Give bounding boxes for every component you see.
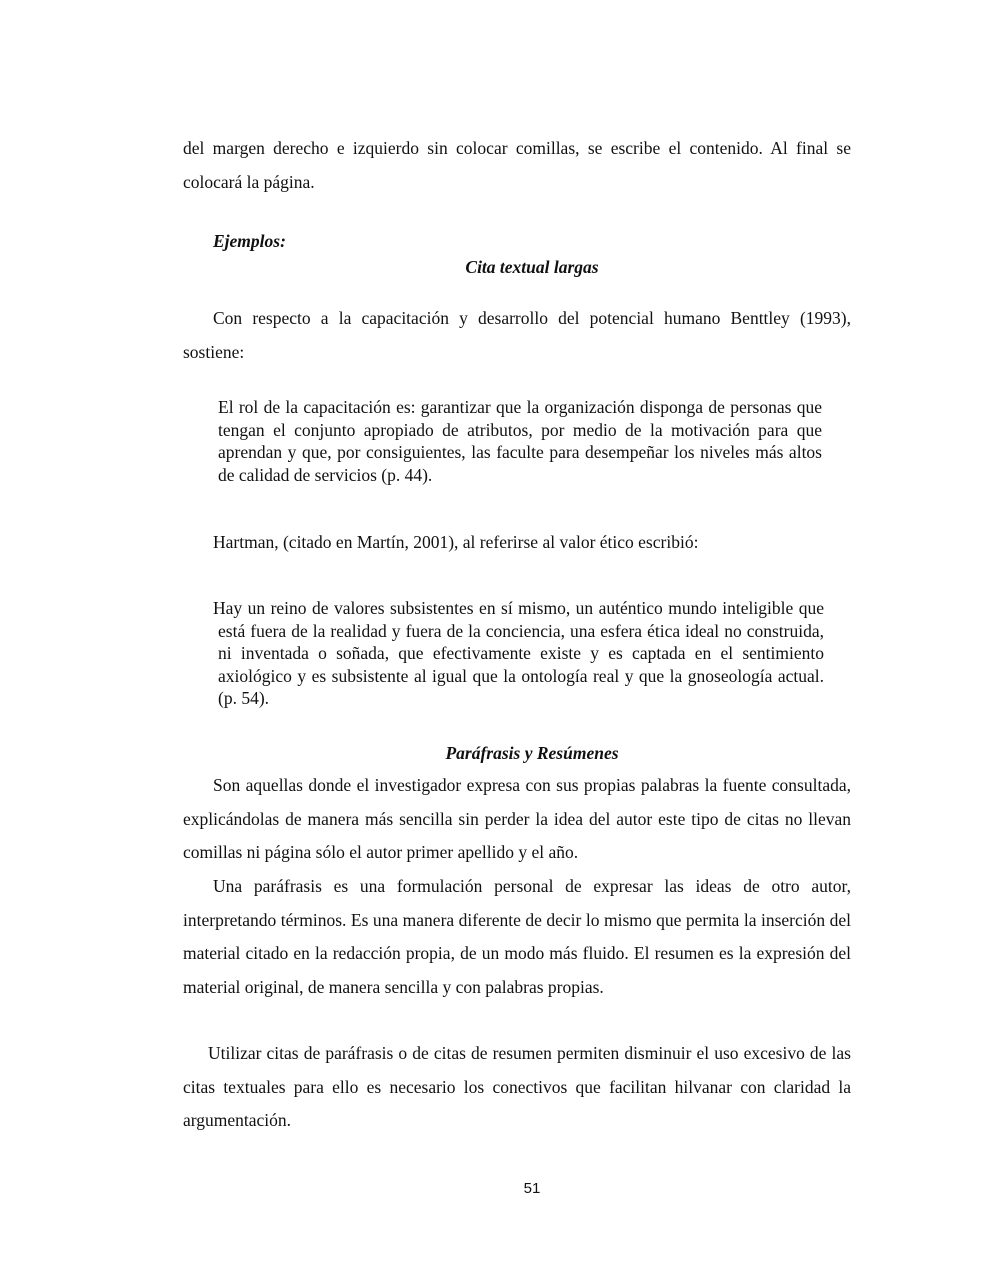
hartman-block-quote: Hay un reino de valores subsistentes en sí mismo, un auténtico mundo inteligible que está fuera de la realidad y fuera de la conciencia, una esfera ética ideal no construida, ni inventada o soñada, que efectivamente existe y es captada en el sentimiento axiológico y es subsistente al igual que la ontología real y que la gnoseología actual. (p. 54). [213,598,824,708]
paraphrase-paragraph-3: Utilizar citas de paráfrasis o de citas de resumen permiten disminuir el uso excesivo de las citas textuales para ello es necesario los conectivos que facilitan hilvanar con claridad la argumentación. [183,1043,851,1130]
bentley-block-quote: El rol de la capacitación es: garantizar que la organización disponga de personas que tengan el conjunto apropiado de atributos, por medio de la motivación para que aprendan y que, por consiguientes, las faculte para desempeñar los niveles más altos de calidad de servicios (p. 44). [218,397,822,485]
paraphrase-paragraph-2: Una paráfrasis es una formulación personal de expresar las ideas de otro autor, interpretando términos. Es una manera diferente de decir lo mismo que permita la inserción del material citado en la redacción propia, de un modo más fluido. El resumen es la expresión del material original, de manera sencilla y con palabras propias. [183,876,851,997]
examples-label: Ejemplos: [213,231,286,251]
paraphrase-paragraph-1: Son aquellas donde el investigador expresa con sus propias palabras la fuente consultada, explicándolas de manera más sencilla sin perder la idea del autor este tipo de citas no llevan comillas ni página sólo el autor primer apellido y el año. [183,775,851,862]
paraphrase-heading: Paráfrasis y Resúmenes [445,743,619,763]
continuation-paragraph: del margen derecho e izquierdo sin colocar comillas, se escribe el contenido. Al final se colocará la página. [183,138,851,192]
page-number: 51 [523,1180,541,1197]
long-quote-heading: Cita textual largas [465,257,599,277]
bentley-intro-paragraph: Con respecto a la capacitación y desarrollo del potencial humano Benttley (1993), sostiene: [183,308,851,362]
hartman-intro-paragraph: Hartman, (citado en Martín, 2001), al referirse al valor ético escribió: [213,532,699,552]
